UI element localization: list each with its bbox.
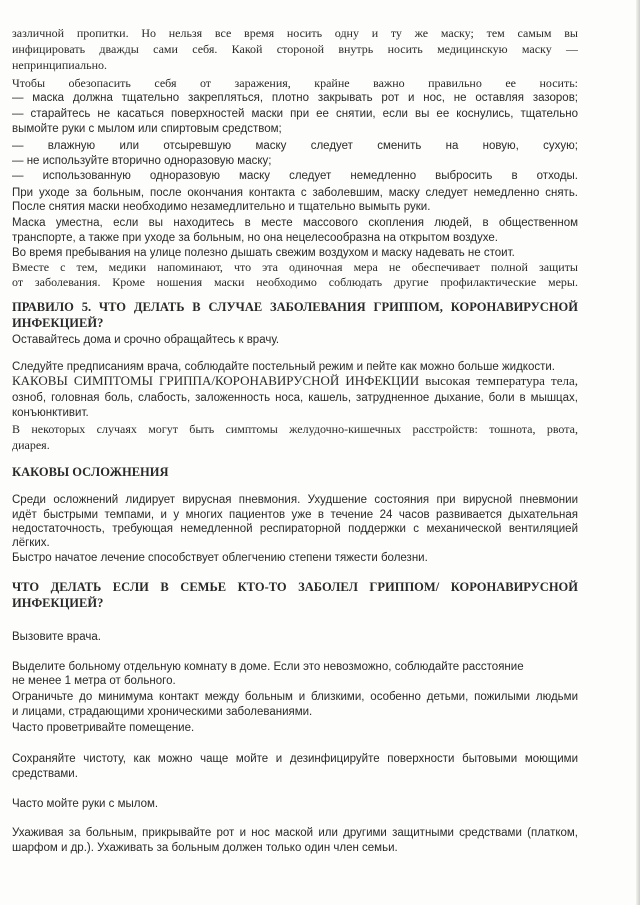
section-heading: ИНФЕКЦИЕЙ? xyxy=(12,316,104,330)
text-line: вымойте руки с мылом или спиртовым средством; xyxy=(12,123,282,135)
text-line: При уходе за больным, после окончания контакта с заболевшим, маску следует немедленно снять. xyxy=(12,187,578,199)
text-line: — старайтесь не касаться поверхностей маски при ее снятии, если вы ее коснулись, тщательно xyxy=(12,108,578,120)
section-heading: КАКОВЫ ОСЛОЖНЕНИЯ xyxy=(12,465,169,479)
text-line: идёт быстрыми темпами, и у многих пациентов уже в течение 24 часов развивается дыхательная xyxy=(12,509,578,521)
text-line: конъюнктивит. xyxy=(12,407,89,419)
text-line: Вызовите врача. xyxy=(12,631,101,643)
text-line: Оставайтесь дома и срочно обращайтесь к врачу. xyxy=(12,334,280,346)
text-line: от заболевания. Кроме ношения маски необходимо соблюдать другие профилактические меры. xyxy=(12,275,578,289)
text-line: Часто мойте руки с мылом. xyxy=(12,798,159,810)
text-line: инфицировать дважды сами себя. Какой стороной внутрь носить медицинскую маску — xyxy=(12,42,578,56)
text-line: непринципиально. xyxy=(12,58,108,72)
text-line: и лицами, страдающими хроническими заболеваниями. xyxy=(12,706,313,718)
text-line: озноб, головная боль, слабость, заложенность носа, кашель, затрудненное дыхание, боли в мышцах, xyxy=(12,392,578,404)
text-line: диарея. xyxy=(12,438,50,452)
text-line: После снятия маски необходимо незамедлительно и тщательно вымыть руки. xyxy=(12,201,431,213)
section-heading: ПРАВИЛО 5. ЧТО ДЕЛАТЬ В СЛУЧАЕ ЗАБОЛЕВАНИЯ ГРИППОМ, КОРОНАВИРУСНОЙ xyxy=(12,300,578,314)
text-line: КАКОВЫ СИМПТОМЫ ГРИППА/КОРОНАВИРУСНОЙ ИНФЕКЦИИ высокая температура тела, xyxy=(12,374,578,388)
text-line: Быстро начатое лечение способствует облегчению степени тяжести болезни. xyxy=(12,552,428,564)
text-line: Ухаживая за больным, прикрывайте рот и нос маской или другими защитными средствами (платком, xyxy=(12,827,578,839)
text-line: — маска должна тщательно закрепляться, плотно закрывать рот и нос, не оставляя зазоров; xyxy=(12,92,578,104)
text-line: Маска уместна, если вы находитесь в месте массового скопления людей, в общественном xyxy=(12,217,578,229)
text-line: средствами. xyxy=(12,768,78,780)
section-heading: ЧТО ДЕЛАТЬ ЕСЛИ В СЕМЬЕ КТО-ТО ЗАБОЛЕЛ ГРИППОМ/ КОРОНАВИРУСНОЙ xyxy=(12,580,578,594)
text-line: Часто проветривайте помещение. xyxy=(12,722,195,734)
text-line: транспорте, а также при уходе за больным, но она нецелесообразна на открытом воздухе. xyxy=(12,232,498,244)
text-line: Среди осложнений лидирует вирусная пневмония. Ухудшение состояния при вирусной пневмонии xyxy=(12,494,578,506)
text-line: — влажную или отсыревшую маску следует сменить на новую, сухую; xyxy=(12,140,578,152)
text-line: лёгких. xyxy=(12,537,50,549)
text-line: Вместе с тем, медики напоминают, что эта одиночная мера не обеспечивает полной защиты xyxy=(12,260,578,274)
text-line: Сохраняйте чистоту, как можно чаще мойте и дезинфицируйте поверхности бытовыми моющими xyxy=(12,753,578,765)
text-line: — не используйте вторично одноразовую маску; xyxy=(12,155,272,167)
text-line: шарфом и др.). Ухаживать за больным должен только один член семьи. xyxy=(12,842,398,854)
text-line: В некоторых случаях могут быть симптомы желудочно-кишечных расстройств: тошнота, рвота, xyxy=(12,422,578,436)
text-line: — использованную одноразовую маску следует немедленно выбросить в отходы. xyxy=(12,170,578,182)
text-line: не менее 1 метра от больного. xyxy=(12,675,176,687)
text-line: Ограничьте до минимума контакт между больным и близкими, особенно детьми, пожилыми людьми xyxy=(12,691,578,703)
text-line: недостаточность, требующая немедленной респираторной поддержки с механической вентиляцией xyxy=(12,523,578,535)
text-line: Во время пребывания на улице полезно дышать свежим воздухом и маску надевать не стоит. xyxy=(12,247,515,259)
text-line: Выделите больному отдельную комнату в доме. Если это невозможно, соблюдайте расстояние xyxy=(12,661,524,673)
section-heading: ИНФЕКЦИЕЙ? xyxy=(12,596,104,610)
text-line: зазличной пропитки. Но нельзя все время носить одну и ту же маску; тем самым вы xyxy=(12,26,578,40)
page-edge-shadow xyxy=(636,0,640,905)
text-line: Следуйте предписаниям врача, соблюдайте постельный режим и пейте как можно больше жидкости. xyxy=(12,361,555,373)
text-line: Чтобы обезопасить себя от заражения, крайне важно правильно ее носить: xyxy=(12,76,578,90)
